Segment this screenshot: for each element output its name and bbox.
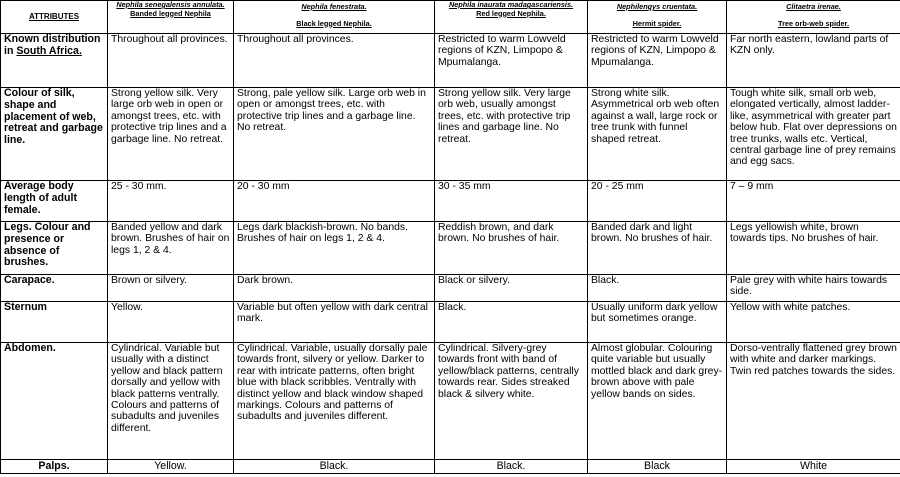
table-cell: 25 - 30 mm. (108, 181, 234, 222)
header-row (1, 1, 900, 34)
table-cell: Legs dark blackish-brown. No bands. Brushes of hair on legs 1, 2 & 4. (234, 222, 435, 275)
label-text: Known distribution in (4, 33, 101, 57)
table-cell: White (727, 460, 900, 474)
table-cell: Strong white silk. Asymmetrical orb web often against a wall, large rock or tree trunk with funnel shaped retreat. (588, 88, 727, 181)
species-latin-name: Nephilengys cruentata. (616, 2, 698, 11)
row-body-length (1, 181, 900, 222)
row-palps (1, 460, 900, 474)
species-common-name: Banded legged Nephila (130, 8, 211, 18)
table-cell: Restricted to warm Lowveld regions of KZN, Limpopo & Mpumalanga. (435, 34, 588, 88)
table-cell: 20 - 30 mm (234, 181, 435, 222)
table-cell: Brown or silvery. (108, 275, 234, 302)
table-cell: Reddish brown, and dark brown. No brushes of hair. (435, 222, 588, 275)
species-latin-name: Nephila fenestrata. (301, 2, 367, 11)
table-cell: Cylindrical. Variable but usually with a distinct yellow and black pattern dorsally and yellow with black patterns ventrally. Colours and patterns of subadults and juveniles different. (108, 343, 234, 460)
table-cell: Usually uniform dark yellow but sometimes orange. (588, 302, 727, 343)
table-cell: Black. (234, 460, 435, 474)
header-species-5 (727, 1, 900, 34)
table-cell: 20 - 25 mm (588, 181, 727, 222)
table-cell: 30 - 35 mm (435, 181, 588, 222)
table-cell: Yellow. (108, 302, 234, 343)
table-cell: Black. (588, 275, 727, 302)
table-cell: Strong yellow silk. Very large orb web in open or amongst trees, etc. with protective trip lines and a garbage line. No retreat. (108, 88, 234, 181)
table-cell: Cylindrical. Silvery-grey towards front with band of yellow/black patterns, centrally towards rear. Sides streaked black & silvery white. (435, 343, 588, 460)
table-cell: Legs yellowish white, brown towards tips. No brushes of hair. (727, 222, 900, 275)
table-cell: Almost globular. Colouring quite variable but usually mottled black and dark grey-brown above with pale yellow bands on sides. (588, 343, 727, 460)
table-cell: Black. (435, 302, 588, 343)
species-latin-name: Clitaetra irenae. (786, 2, 841, 11)
header-species-1 (108, 1, 234, 34)
table-cell: Far north eastern, lowland parts of KZN only. (727, 34, 900, 88)
species-common-name: Hermit spider. (632, 18, 682, 28)
table-cell: Yellow with white patches. (727, 302, 900, 343)
table-cell: Throughout all provinces. (108, 34, 234, 88)
species-latin-name: Nephila inaurata madagascariensis. (448, 0, 574, 9)
table-cell: Banded dark and light brown. No brushes of hair. (588, 222, 727, 275)
table-cell: Variable but often yellow with dark central mark. (234, 302, 435, 343)
table-cell: Black (588, 460, 727, 474)
row-label: Average body length of adult female. (1, 181, 108, 222)
table-cell: Dorso-ventrally flattened grey brown with white and darker markings. Twin red patches towards the sides. (727, 343, 900, 460)
species-common-name: Tree orb-web spider. (778, 18, 849, 28)
row-label: Colour of silk, shape and placement of web, retreat and garbage line. (1, 88, 108, 181)
row-label: Palps. (1, 460, 108, 474)
table-cell: Dark brown. (234, 275, 435, 302)
table-cell: Yellow. (108, 460, 234, 474)
table-cell: Tough white silk, small orb web, elongated vertically, almost ladder-like, asymmetrical with greater part below hub. Flat over depressions on tree trunks, walls etc. Vertical, central garbage line of prey remains and egg sacs. (727, 88, 900, 181)
header-attributes: ATTRIBUTES (1, 1, 108, 34)
row-label: Abdomen. (1, 343, 108, 460)
table-cell: Restricted to warm Lowveld regions of KZN, Limpopo & Mpumalanga. (588, 34, 727, 88)
table-cell: Throughout all provinces. (234, 34, 435, 88)
row-label: Legs. Colour and presence or absence of brushes. (1, 222, 108, 275)
table-cell: Black. (435, 460, 588, 474)
species-latin-name: Nephila senegalensis annulata. (116, 0, 225, 9)
table-cell: Pale grey with white hairs towards side. (727, 275, 900, 302)
table-cell: Strong, pale yellow silk. Large orb web in open or amongst trees, etc. with protective trip lines and a garbage line. No retreat. (234, 88, 435, 181)
label-underlined-text: South Africa. (16, 44, 82, 57)
row-carapace (1, 275, 900, 302)
row-label (1, 34, 108, 88)
species-common-name: Red legged Nephila. (476, 8, 546, 18)
row-label: Sternum (1, 302, 108, 343)
row-label: Carapace. (1, 275, 108, 302)
row-distribution (1, 34, 900, 88)
table-cell: 7 – 9 mm (727, 181, 900, 222)
row-abdomen (1, 343, 900, 460)
row-legs (1, 222, 900, 275)
table-cell: Banded yellow and dark brown. Brushes of hair on legs 1, 2 & 4. (108, 222, 234, 275)
table-cell: Cylindrical. Variable, usually dorsally pale towards front, silvery or yellow. Darker to rear with intricate patterns, often bright blue with black scribbles. Ventrally with distinct yellow and black window shaped markings. Colours and patterns of subadults and juveniles different. (234, 343, 435, 460)
header-species-4 (588, 1, 727, 34)
header-species-3 (435, 1, 588, 34)
table-cell: Black or silvery. (435, 275, 588, 302)
row-sternum (1, 302, 900, 343)
table-cell: Strong yellow silk. Very large orb web, usually amongst trees, etc. with protective trip lines and garbage line. No retreat. (435, 88, 588, 181)
species-common-name: Black legged Nephila. (296, 18, 372, 28)
row-silk-web (1, 88, 900, 181)
header-species-2 (234, 1, 435, 34)
